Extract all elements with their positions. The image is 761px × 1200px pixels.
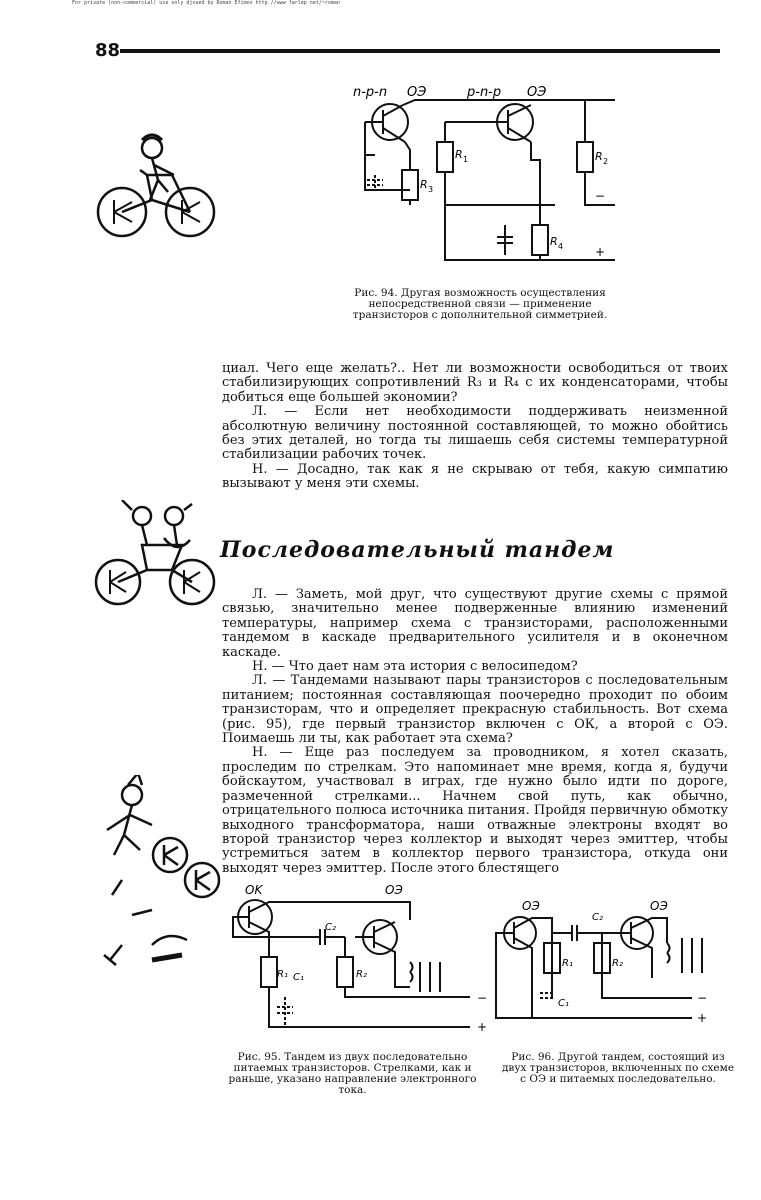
fig94-label-r4-sub: 4 — [558, 242, 564, 251]
text-block-top — [222, 362, 728, 492]
fig94-label-oe1: OЭ — [407, 85, 427, 100]
fig95-label-c2: C₂ — [325, 922, 336, 933]
fig94-label-r3: R — [420, 178, 428, 191]
fig95-caption: Рис. 95. Тандем из двух последовательно питаемых транзисторов. Стрелками, как и раньше, указано направление электронного тока. — [228, 1051, 477, 1096]
header-rule — [120, 49, 720, 53]
scout-illustration — [92, 775, 222, 975]
fig94-label-r2: R — [595, 150, 603, 163]
fig94-label-minus: − — [595, 189, 606, 203]
watermark: For private (non-commercial) use only djvued by Roman Efimov http //www farlep net/~roman — [72, 0, 340, 6]
paragraph: циал. Чего еще желать?.. Нет ли возможности освободиться от твоих стабилизирующих сопротивлений R₃ и R₄ с их конденсаторами, чтобы добиться еще большей экономии? — [222, 361, 728, 405]
fig94-label-npn: n-p-n — [353, 85, 388, 100]
cyclist-illustration — [92, 120, 222, 250]
tandem-cyclists-illustration — [92, 500, 222, 610]
paragraph: Л. — Если нет необходимости поддерживать неизменной абсолютную величину постоянной составляющей, то можно обойтись без этих деталей, но тогда ты лишаешь себя системы температурной стабилизации рабочих точек. — [222, 404, 728, 463]
fig94-label-r3-sub: 3 — [428, 185, 434, 194]
fig94-label-plus: + — [595, 245, 606, 259]
fig95-label-oe: OЭ — [385, 883, 403, 897]
paragraph: Н. — Что дает нам эта история с велосипедом? — [252, 659, 578, 675]
fig94-label-pnp: p-n-p — [467, 85, 502, 100]
paragraph: Л. — Заметь, мой друг, что существуют другие схемы с прямой связью, значительно менее подверженные влиянию изменений температуры, например схема с транзисторами, расположенными тандемом в каскаде предварительного усилителя и в оконечном каскаде. — [222, 587, 728, 660]
fig96-label-r1: R₁ — [562, 958, 573, 969]
fig95-label-r2: R₂ — [356, 969, 367, 980]
figure-95-circuit — [225, 882, 495, 1042]
text-block-main — [222, 588, 728, 876]
fig95-label-c1: C₁ — [293, 972, 304, 983]
fig94-label-r4: R — [550, 235, 558, 248]
paragraph: Н. — Досадно, так как я не скрываю от тебя, какую симпатию вызывают у меня эти схемы. — [222, 461, 728, 492]
fig96-label-r2: R₂ — [612, 958, 623, 969]
fig96-label-c2: C₂ — [592, 912, 603, 923]
fig96-label-plus: + — [697, 1011, 708, 1025]
fig96-label-minus: − — [697, 991, 708, 1005]
section-title: Последовательный тандем — [220, 537, 615, 563]
fig94-label-oe2: OЭ — [527, 85, 547, 100]
figure-96-circuit — [492, 898, 742, 1038]
fig95-label-minus: − — [477, 991, 488, 1005]
fig96-label-c1: C₁ — [558, 998, 569, 1009]
fig94-label-r1-sub: 1 — [463, 155, 469, 164]
paragraph: Л. — Тандемами называют пары транзисторов с последовательным питанием; постоянная составляющая поочередно проходит по обоим транзисторам, что и определяет прекрасную стабильность. Вот схема (рис. 95), где первый транзистор включен с ОК, а второй с ОЭ. Поимаешь ли ты, как работает эта схема? — [222, 673, 728, 747]
fig96-caption: Рис. 96. Другой тандем, состоящий из двух транзисторов, включенных по схеме с ОЭ и питаемых последовательно. — [501, 1051, 735, 1085]
fig94-label-r1: R — [455, 148, 463, 161]
fig95-label-plus: + — [477, 1020, 488, 1034]
page-number: 88 — [95, 40, 121, 61]
fig96-label-oe2: OЭ — [650, 899, 668, 913]
fig96-label-oe1: OЭ — [522, 899, 540, 913]
paragraph: Н. — Еще раз последуем за проводником, я хотел сказать, проследим по стрелкам. Это напоминает мне время, когда я, будучи бойскаутом, участвовал в играх, где нужно было идти по дороге, размеченной стрелками... Начнем свой путь, как обычно, отрицательного полюса источника питания. Пройдя первичную обмотку выходного трансформатора, наши отважные электроны входят во второй транзистор через коллектор и выходят через эмиттер, чтобы устремиться затем в коллектор первого транзистора, откуда они выходят через эмиттер. После этого блестящего — [222, 745, 728, 876]
figure-94-circuit — [345, 80, 635, 280]
fig94-caption: Рис. 94. Другая возможность осуществления непосредственной связи — применение транзисторов с дополнительной симметрией. — [352, 287, 608, 321]
fig94-label-r2-sub: 2 — [603, 157, 609, 166]
fig95-label-r1: R₁ — [277, 969, 288, 980]
fig95-label-ok: OK — [245, 883, 263, 897]
